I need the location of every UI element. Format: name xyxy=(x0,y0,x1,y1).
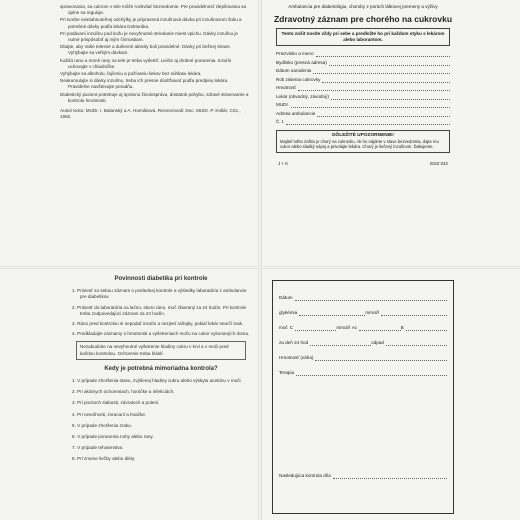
weight-field[interactable] xyxy=(276,85,450,91)
field-line xyxy=(295,325,336,331)
duty-item: 1. Priniesť so sebou záznam o poslednej kontrole a výsledky laboratória z ambulancie pre diabetikov. xyxy=(72,288,247,300)
emergency-item: 8. Pri zmene liečby alebo diéty. xyxy=(72,456,136,462)
daily-urine-field[interactable] xyxy=(279,340,447,346)
field-label: moč xyxy=(279,325,288,330)
form-codes xyxy=(278,161,448,166)
instruction-item: Dbajte, aby Vaše telesné a duševné aktivity boli pravidelné. Dávky pri bežnej strave. Vyhýbajte sa veľkým dávkam. xyxy=(60,44,231,56)
author-note: Autori textu: MUDr. I. Balanský a A. Hornáková. Recenzovali: Doc. MUDr. P. Kollár, CSc., 1982. xyxy=(60,108,241,120)
phone-field[interactable] xyxy=(276,119,450,125)
warning-box xyxy=(276,130,450,153)
field-line xyxy=(333,473,447,479)
unit-label: mmol/l xyxy=(365,310,379,315)
clinic-address-field[interactable] xyxy=(276,111,450,117)
next-checkup-field[interactable] xyxy=(279,473,447,479)
date-field[interactable] xyxy=(279,295,447,301)
emergency-item: 6. V prípade poranenia nohy alebo rany. xyxy=(72,434,154,440)
instruction-item: spravovania, sa cukrom v tele môže rozkvitať bezvedomie. Pre pravidelnosť zlepšovania sa úplne sa reguluje. xyxy=(60,4,247,16)
field-line xyxy=(317,111,450,117)
field-line xyxy=(406,325,447,331)
field-label: za deň 24 hod xyxy=(279,340,309,345)
field-line xyxy=(331,94,450,100)
field-label: Rok zistenia cukrovky xyxy=(276,76,321,82)
unit-label: mmol/l xyxy=(336,325,350,330)
field-label: Č. t. xyxy=(276,119,285,124)
clinic-header: Ambulancia pre diabetológiu, choroby z porúch látkovej premeny a výživy xyxy=(288,4,438,9)
duty-item: 4. Predkladajte záznamy o hmotnosti a vyšetreniach moču na cukor vykonaných doma. xyxy=(72,331,250,337)
instruction-item: Každú ranu a rezné rany na tele je treba vyšetriť. Liečte aj drobné poranenia. Inzulín uchovajte v chladničke. xyxy=(60,57,232,69)
emergency-item: 5. V prípade zhoršenia zraku. xyxy=(72,422,133,428)
instruction-item: Pri tvorbe nestiahnuteľnej odchýlky je pripravená inzulínová dávka pri inzulínovom šoku a potrebné dávky podľa lekára Doktoráku. xyxy=(60,17,242,29)
field-label: Hmotnosť (váha) xyxy=(279,355,314,360)
glycemia-field[interactable] xyxy=(279,310,447,316)
weight-record-field[interactable] xyxy=(279,355,447,361)
record-title: Zdravotný záznam pre chorého na cukrovku xyxy=(273,14,453,24)
field-line xyxy=(322,77,450,83)
field-label: Priezvisko a meno xyxy=(276,51,314,56)
emergency-item: 4. Pri nevoľnosti, zvracaní a hnačke. xyxy=(72,411,147,417)
field-line xyxy=(329,60,450,66)
diagnosis-year-field[interactable] xyxy=(276,77,450,83)
field-line xyxy=(315,355,447,361)
field-label: Hmotnosť xyxy=(276,85,297,90)
field-line xyxy=(298,85,450,91)
field-label: Nasledujúca kontrola dňa xyxy=(279,473,331,478)
field-line xyxy=(299,310,365,316)
field-line xyxy=(296,370,447,376)
field-line xyxy=(310,340,371,346)
emergency-item: 3. Pri pocitoch slabosti, závratoch a potení. xyxy=(72,400,160,406)
emergency-heading: Kedy je potrebná mimoriadna kontrola? xyxy=(104,365,218,372)
vertical-fold xyxy=(258,0,262,520)
mudr-field[interactable] xyxy=(276,102,450,108)
urine-field[interactable] xyxy=(279,325,447,331)
address-field[interactable] xyxy=(276,60,450,66)
birthdate-field[interactable] xyxy=(276,68,450,74)
field-label: glykémia xyxy=(279,310,298,315)
name-field[interactable] xyxy=(276,51,450,57)
instruction-item: Neakumulujte si dávky inzulínu, treba ich presne dodržiavať podľa predpisu lekára. Pravidelne navštevujte poradňu. xyxy=(60,78,229,90)
field-label: Bydlisko (presná adresa) xyxy=(276,59,327,65)
warning-text: Majiteľ tohto zošitu je chorý na cukrovku. Ak ho nájdete v stave bezvedomia, dajte mu cukor alebo sladký nápoj a privolajte lekára. Chorý je liečený inzulínom. Ďakujeme. xyxy=(280,139,439,150)
urine-c-label: C xyxy=(289,325,294,330)
field-label: Terapia xyxy=(279,370,295,375)
emergency-item: 1. V prípade zhoršenia stavu, zvýšenej hladiny cukru alebo výskytu acetónu v moči. xyxy=(72,378,242,384)
emergency-item: 7. V prípade tehotenstva. xyxy=(72,445,124,451)
reminder-box: Nezabudnite na nevyhnutné vyšetrenie hladiny cukru v krvi a v moči pred každou kontrolou. Ochorenie treba hlásiť. xyxy=(76,341,246,359)
field-line xyxy=(291,102,450,108)
field-line xyxy=(381,310,447,316)
instruction-item: Vyhýbajte sa alkoholu, fajčeniu a požívaniu liekov bez súhlasu lekára. xyxy=(60,71,202,77)
instruction-item: Diabetický pacient potrebuje aj správnu životosprávu, dostatok pohybu, zdravé stravovanie a kontrolu hmotnosti. xyxy=(60,91,249,103)
field-line xyxy=(359,325,400,331)
horizontal-fold xyxy=(0,266,520,269)
field-line xyxy=(295,295,447,301)
field-label: Lekár (obvodný, závodný) xyxy=(276,93,329,99)
checkup-record-panel xyxy=(270,276,458,520)
field-label: Dátum narodenia xyxy=(276,68,312,73)
duties-heading: Povinnosti diabetika pri kontrole xyxy=(114,276,208,282)
field-label: odpad xyxy=(371,340,384,345)
field-line xyxy=(386,340,447,346)
urine-b-label: B xyxy=(400,325,404,330)
field-line xyxy=(316,51,450,57)
urine-ac-label: Ac xyxy=(351,325,358,330)
duties-panel xyxy=(72,274,250,520)
emergency-item: 2. Pri akútnych ochoreniach, horúčke a infekciách. xyxy=(72,389,175,395)
field-line xyxy=(313,68,450,74)
duty-item: 2. Priniesť do laboratória na lačno, skoro ráno, moč zbieraný za 24 hodín. Pri kontrole treba zodpovedajúci záznam za 24 hodín. xyxy=(72,304,247,316)
field-line xyxy=(286,119,450,125)
instructions-panel xyxy=(60,4,250,266)
checkup-frame xyxy=(272,280,454,514)
record-cover-panel xyxy=(268,4,458,266)
instruction-item: Pri podávaní inzulínu pod kožu je nevyhnutné striedanie miest vpichu. Dávky inzulínu je nutné prispôsobiť aj iným činnostiam. xyxy=(60,30,238,43)
carry-notice: Tento zošit nosíte vždy pri sebe a predložte ho pri každom styku s lekárom alebo laborantom. xyxy=(276,28,450,46)
therapy-field[interactable] xyxy=(279,370,447,376)
publisher-code: J + K xyxy=(278,160,289,166)
field-label: MUDr. xyxy=(276,102,290,107)
doctor-field[interactable] xyxy=(276,94,450,100)
warning-title: DÔLEŽITÉ UPOZORNENIE! xyxy=(332,133,394,138)
form-number: ISSZ 042 xyxy=(429,160,448,166)
therapy-notes-area[interactable] xyxy=(273,385,453,473)
field-label: Dátum xyxy=(279,295,293,300)
duty-item: 3. Ráno pred kontrolou si nepodať inzulín a nezjesť raňajky, pokiaľ lekár neurčí inak. xyxy=(72,321,244,327)
field-label: Adresa ambulancie xyxy=(276,110,316,116)
